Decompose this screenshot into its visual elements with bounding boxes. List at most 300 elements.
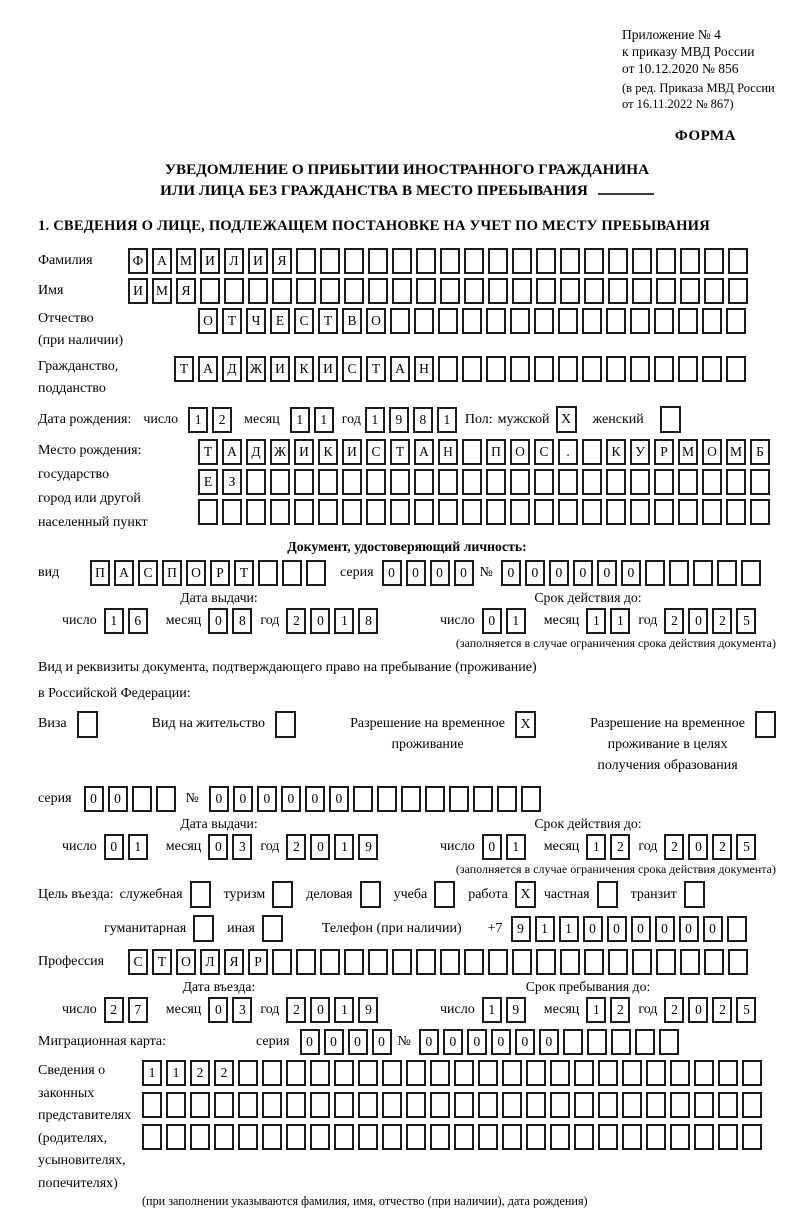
char-cell[interactable]: 1 <box>104 608 124 634</box>
char-cell[interactable] <box>574 1124 594 1150</box>
char-cell[interactable]: А <box>198 356 218 382</box>
char-cell[interactable] <box>726 356 746 382</box>
char-cell[interactable]: 1 <box>586 834 606 860</box>
char-cell[interactable] <box>584 949 604 975</box>
char-cell[interactable] <box>334 1092 354 1118</box>
char-cell[interactable] <box>464 949 484 975</box>
char-cell[interactable]: Ж <box>270 439 290 465</box>
char-cell[interactable]: Я <box>272 248 292 274</box>
char-cell[interactable]: 0 <box>310 997 330 1023</box>
char-cell[interactable]: 5 <box>736 997 756 1023</box>
char-cell[interactable]: 0 <box>688 834 708 860</box>
char-cell[interactable] <box>741 560 761 586</box>
char-cell[interactable]: И <box>270 356 290 382</box>
char-cell[interactable]: 0 <box>607 916 627 942</box>
char-cell[interactable] <box>488 949 508 975</box>
char-cell[interactable] <box>478 1060 498 1086</box>
char-cell[interactable]: С <box>294 308 314 334</box>
char-cell[interactable]: 1 <box>166 1060 186 1086</box>
char-cell[interactable] <box>654 499 674 525</box>
char-cell[interactable]: Т <box>174 356 194 382</box>
char-cell[interactable]: 0 <box>310 834 330 860</box>
char-cell[interactable] <box>248 278 268 304</box>
char-cell[interactable]: О <box>366 308 386 334</box>
char-cell[interactable]: 9 <box>389 407 409 433</box>
char-cell[interactable] <box>630 499 650 525</box>
char-cell[interactable]: 2 <box>712 834 732 860</box>
char-cell[interactable] <box>512 248 532 274</box>
char-cell[interactable] <box>502 1060 522 1086</box>
char-cell[interactable] <box>440 278 460 304</box>
char-cell[interactable] <box>563 1029 583 1055</box>
char-cell[interactable] <box>430 1124 450 1150</box>
char-cell[interactable] <box>702 499 722 525</box>
char-cell[interactable]: 2 <box>190 1060 210 1086</box>
char-cell[interactable] <box>258 560 278 586</box>
char-cell[interactable]: В <box>342 308 362 334</box>
char-cell[interactable] <box>296 949 316 975</box>
char-cell[interactable]: 0 <box>688 608 708 634</box>
char-cell[interactable] <box>645 560 665 586</box>
char-cell[interactable] <box>502 1124 522 1150</box>
char-cell[interactable]: Л <box>200 949 220 975</box>
purpose-work-checkbox[interactable]: X <box>515 881 536 908</box>
char-cell[interactable]: 8 <box>358 608 378 634</box>
char-cell[interactable]: 0 <box>482 608 502 634</box>
char-cell[interactable] <box>742 1124 762 1150</box>
char-cell[interactable]: 0 <box>655 916 675 942</box>
char-cell[interactable]: И <box>248 248 268 274</box>
char-cell[interactable] <box>454 1092 474 1118</box>
char-cell[interactable] <box>584 248 604 274</box>
char-cell[interactable] <box>382 1124 402 1150</box>
char-cell[interactable] <box>680 278 700 304</box>
char-cell[interactable] <box>440 949 460 975</box>
char-cell[interactable]: 1 <box>142 1060 162 1086</box>
char-cell[interactable] <box>726 499 746 525</box>
char-cell[interactable]: О <box>510 439 530 465</box>
char-cell[interactable] <box>678 499 698 525</box>
char-cell[interactable] <box>574 1092 594 1118</box>
char-cell[interactable]: Р <box>248 949 268 975</box>
char-cell[interactable] <box>630 356 650 382</box>
char-cell[interactable]: А <box>222 439 242 465</box>
char-cell[interactable] <box>282 560 302 586</box>
char-cell[interactable]: 0 <box>549 560 569 586</box>
char-cell[interactable] <box>416 949 436 975</box>
char-cell[interactable]: Ж <box>246 356 266 382</box>
char-cell[interactable] <box>142 1092 162 1118</box>
char-cell[interactable] <box>606 499 626 525</box>
char-cell[interactable]: 0 <box>443 1029 463 1055</box>
char-cell[interactable]: Е <box>198 469 218 495</box>
char-cell[interactable] <box>473 786 493 812</box>
char-cell[interactable]: 0 <box>310 608 330 634</box>
char-cell[interactable]: 0 <box>208 997 228 1023</box>
char-cell[interactable]: 5 <box>736 608 756 634</box>
char-cell[interactable] <box>390 469 410 495</box>
char-cell[interactable] <box>425 786 445 812</box>
char-cell[interactable]: О <box>702 439 722 465</box>
char-cell[interactable] <box>635 1029 655 1055</box>
char-cell[interactable]: 3 <box>232 834 252 860</box>
char-cell[interactable] <box>390 308 410 334</box>
char-cell[interactable] <box>550 1092 570 1118</box>
char-cell[interactable]: 2 <box>610 997 630 1023</box>
char-cell[interactable]: 2 <box>664 997 684 1023</box>
char-cell[interactable] <box>718 1092 738 1118</box>
char-cell[interactable] <box>534 308 554 334</box>
char-cell[interactable] <box>512 949 532 975</box>
char-cell[interactable] <box>536 278 556 304</box>
char-cell[interactable] <box>718 1060 738 1086</box>
char-cell[interactable] <box>142 1124 162 1150</box>
char-cell[interactable] <box>526 1124 546 1150</box>
char-cell[interactable] <box>262 1124 282 1150</box>
char-cell[interactable]: 0 <box>84 786 104 812</box>
char-cell[interactable]: 0 <box>515 1029 535 1055</box>
char-cell[interactable] <box>320 949 340 975</box>
char-cell[interactable]: 9 <box>358 997 378 1023</box>
char-cell[interactable] <box>606 469 626 495</box>
char-cell[interactable] <box>358 1092 378 1118</box>
char-cell[interactable]: 1 <box>314 407 334 433</box>
char-cell[interactable]: 5 <box>736 834 756 860</box>
char-cell[interactable]: 2 <box>286 997 306 1023</box>
char-cell[interactable]: Т <box>198 439 218 465</box>
char-cell[interactable] <box>342 469 362 495</box>
char-cell[interactable]: С <box>366 439 386 465</box>
char-cell[interactable]: П <box>486 439 506 465</box>
char-cell[interactable] <box>678 469 698 495</box>
char-cell[interactable]: 1 <box>334 997 354 1023</box>
char-cell[interactable] <box>608 248 628 274</box>
char-cell[interactable]: 0 <box>631 916 651 942</box>
char-cell[interactable]: И <box>342 439 362 465</box>
char-cell[interactable] <box>342 499 362 525</box>
char-cell[interactable]: 0 <box>324 1029 344 1055</box>
char-cell[interactable]: 0 <box>209 786 229 812</box>
char-cell[interactable] <box>406 1124 426 1150</box>
char-cell[interactable]: 0 <box>257 786 277 812</box>
char-cell[interactable]: С <box>138 560 158 586</box>
char-cell[interactable] <box>502 1092 522 1118</box>
char-cell[interactable] <box>224 278 244 304</box>
char-cell[interactable] <box>440 248 460 274</box>
char-cell[interactable] <box>693 560 713 586</box>
char-cell[interactable]: 1 <box>290 407 310 433</box>
char-cell[interactable] <box>654 308 674 334</box>
char-cell[interactable] <box>632 248 652 274</box>
char-cell[interactable]: 0 <box>104 834 124 860</box>
purpose-business-checkbox[interactable] <box>360 881 381 908</box>
char-cell[interactable]: 7 <box>128 997 148 1023</box>
char-cell[interactable]: Т <box>366 356 386 382</box>
char-cell[interactable] <box>246 469 266 495</box>
char-cell[interactable] <box>392 949 412 975</box>
char-cell[interactable] <box>406 1060 426 1086</box>
male-checkbox[interactable]: X <box>556 406 577 433</box>
char-cell[interactable]: 1 <box>334 608 354 634</box>
temp-residence-checkbox[interactable]: X <box>515 711 536 738</box>
char-cell[interactable] <box>750 499 770 525</box>
char-cell[interactable] <box>190 1092 210 1118</box>
char-cell[interactable]: 2 <box>712 997 732 1023</box>
char-cell[interactable]: Я <box>176 278 196 304</box>
char-cell[interactable]: 0 <box>597 560 617 586</box>
visa-checkbox[interactable] <box>77 711 98 738</box>
char-cell[interactable] <box>750 469 770 495</box>
char-cell[interactable] <box>406 1092 426 1118</box>
char-cell[interactable]: К <box>294 356 314 382</box>
char-cell[interactable] <box>334 1060 354 1086</box>
char-cell[interactable] <box>726 469 746 495</box>
char-cell[interactable] <box>368 949 388 975</box>
char-cell[interactable]: И <box>200 248 220 274</box>
char-cell[interactable] <box>510 499 530 525</box>
char-cell[interactable] <box>622 1060 642 1086</box>
char-cell[interactable] <box>438 356 458 382</box>
char-cell[interactable]: 2 <box>664 834 684 860</box>
char-cell[interactable] <box>654 356 674 382</box>
char-cell[interactable]: 8 <box>413 407 433 433</box>
char-cell[interactable]: 0 <box>454 560 474 586</box>
char-cell[interactable]: 0 <box>419 1029 439 1055</box>
char-cell[interactable] <box>416 278 436 304</box>
char-cell[interactable]: 0 <box>329 786 349 812</box>
char-cell[interactable] <box>272 949 292 975</box>
char-cell[interactable] <box>742 1060 762 1086</box>
char-cell[interactable]: 1 <box>482 997 502 1023</box>
char-cell[interactable] <box>238 1092 258 1118</box>
char-cell[interactable]: 0 <box>382 560 402 586</box>
char-cell[interactable]: 0 <box>573 560 593 586</box>
char-cell[interactable] <box>670 1060 690 1086</box>
purpose-humanitarian-checkbox[interactable] <box>193 915 214 942</box>
char-cell[interactable]: Т <box>390 439 410 465</box>
char-cell[interactable] <box>598 1124 618 1150</box>
char-cell[interactable] <box>497 786 517 812</box>
char-cell[interactable] <box>296 278 316 304</box>
char-cell[interactable]: 0 <box>621 560 641 586</box>
char-cell[interactable]: 0 <box>679 916 699 942</box>
purpose-transit-checkbox[interactable] <box>684 881 705 908</box>
char-cell[interactable] <box>670 1124 690 1150</box>
char-cell[interactable] <box>462 356 482 382</box>
char-cell[interactable] <box>598 1092 618 1118</box>
char-cell[interactable] <box>646 1124 666 1150</box>
char-cell[interactable] <box>702 356 722 382</box>
char-cell[interactable]: К <box>318 439 338 465</box>
char-cell[interactable] <box>630 469 650 495</box>
char-cell[interactable]: 8 <box>232 608 252 634</box>
char-cell[interactable] <box>582 308 602 334</box>
char-cell[interactable] <box>678 356 698 382</box>
char-cell[interactable] <box>606 308 626 334</box>
purpose-other-checkbox[interactable] <box>262 915 283 942</box>
char-cell[interactable] <box>678 308 698 334</box>
char-cell[interactable] <box>728 949 748 975</box>
char-cell[interactable] <box>156 786 176 812</box>
char-cell[interactable] <box>464 278 484 304</box>
char-cell[interactable] <box>366 499 386 525</box>
char-cell[interactable]: М <box>678 439 698 465</box>
char-cell[interactable] <box>368 278 388 304</box>
char-cell[interactable]: 1 <box>365 407 385 433</box>
char-cell[interactable] <box>449 786 469 812</box>
char-cell[interactable] <box>438 308 458 334</box>
char-cell[interactable]: Н <box>438 439 458 465</box>
char-cell[interactable] <box>717 560 737 586</box>
char-cell[interactable] <box>246 499 266 525</box>
char-cell[interactable] <box>582 469 602 495</box>
char-cell[interactable]: М <box>152 278 172 304</box>
char-cell[interactable] <box>414 469 434 495</box>
char-cell[interactable]: Л <box>224 248 244 274</box>
char-cell[interactable] <box>320 278 340 304</box>
char-cell[interactable] <box>646 1060 666 1086</box>
char-cell[interactable]: 0 <box>688 997 708 1023</box>
char-cell[interactable]: 1 <box>188 407 208 433</box>
char-cell[interactable]: 1 <box>437 407 457 433</box>
char-cell[interactable] <box>286 1124 306 1150</box>
char-cell[interactable]: 2 <box>286 834 306 860</box>
char-cell[interactable] <box>486 308 506 334</box>
char-cell[interactable]: С <box>342 356 362 382</box>
char-cell[interactable]: 1 <box>559 916 579 942</box>
char-cell[interactable]: 0 <box>539 1029 559 1055</box>
char-cell[interactable]: 9 <box>358 834 378 860</box>
char-cell[interactable] <box>488 278 508 304</box>
char-cell[interactable]: 0 <box>501 560 521 586</box>
char-cell[interactable]: 0 <box>300 1029 320 1055</box>
char-cell[interactable]: Т <box>222 308 242 334</box>
char-cell[interactable] <box>702 308 722 334</box>
char-cell[interactable]: О <box>198 308 218 334</box>
char-cell[interactable]: 2 <box>664 608 684 634</box>
char-cell[interactable] <box>270 499 290 525</box>
char-cell[interactable] <box>606 356 626 382</box>
char-cell[interactable]: 0 <box>208 608 228 634</box>
char-cell[interactable] <box>344 278 364 304</box>
char-cell[interactable] <box>694 1092 714 1118</box>
char-cell[interactable] <box>622 1092 642 1118</box>
char-cell[interactable] <box>286 1060 306 1086</box>
char-cell[interactable] <box>534 356 554 382</box>
char-cell[interactable] <box>438 499 458 525</box>
char-cell[interactable] <box>214 1092 234 1118</box>
char-cell[interactable] <box>262 1092 282 1118</box>
char-cell[interactable] <box>198 499 218 525</box>
char-cell[interactable] <box>318 499 338 525</box>
char-cell[interactable] <box>318 469 338 495</box>
char-cell[interactable]: 0 <box>430 560 450 586</box>
char-cell[interactable] <box>728 278 748 304</box>
char-cell[interactable]: 1 <box>506 608 526 634</box>
char-cell[interactable] <box>560 949 580 975</box>
char-cell[interactable]: 1 <box>586 608 606 634</box>
char-cell[interactable] <box>214 1124 234 1150</box>
char-cell[interactable] <box>392 248 412 274</box>
char-cell[interactable] <box>584 278 604 304</box>
char-cell[interactable] <box>704 278 724 304</box>
char-cell[interactable]: Т <box>234 560 254 586</box>
char-cell[interactable] <box>656 248 676 274</box>
char-cell[interactable] <box>166 1092 186 1118</box>
char-cell[interactable]: К <box>606 439 626 465</box>
char-cell[interactable] <box>742 1092 762 1118</box>
char-cell[interactable] <box>654 469 674 495</box>
char-cell[interactable] <box>728 248 748 274</box>
char-cell[interactable]: Н <box>414 356 434 382</box>
char-cell[interactable]: 0 <box>233 786 253 812</box>
char-cell[interactable] <box>694 1124 714 1150</box>
char-cell[interactable]: 2 <box>286 608 306 634</box>
char-cell[interactable]: А <box>390 356 410 382</box>
char-cell[interactable]: 0 <box>467 1029 487 1055</box>
char-cell[interactable] <box>582 356 602 382</box>
char-cell[interactable] <box>680 949 700 975</box>
char-cell[interactable]: 9 <box>506 997 526 1023</box>
char-cell[interactable] <box>272 278 292 304</box>
char-cell[interactable] <box>190 1124 210 1150</box>
char-cell[interactable]: 0 <box>305 786 325 812</box>
char-cell[interactable] <box>306 560 326 586</box>
char-cell[interactable] <box>270 469 290 495</box>
char-cell[interactable] <box>132 786 152 812</box>
char-cell[interactable] <box>486 469 506 495</box>
char-cell[interactable] <box>310 1124 330 1150</box>
char-cell[interactable]: 2 <box>214 1060 234 1086</box>
char-cell[interactable] <box>358 1124 378 1150</box>
char-cell[interactable] <box>656 949 676 975</box>
char-cell[interactable] <box>390 499 410 525</box>
char-cell[interactable]: П <box>90 560 110 586</box>
char-cell[interactable] <box>510 308 530 334</box>
char-cell[interactable]: Р <box>210 560 230 586</box>
char-cell[interactable] <box>462 499 482 525</box>
char-cell[interactable]: И <box>128 278 148 304</box>
char-cell[interactable] <box>718 1124 738 1150</box>
char-cell[interactable]: Д <box>222 356 242 382</box>
char-cell[interactable]: 2 <box>712 608 732 634</box>
char-cell[interactable] <box>726 308 746 334</box>
char-cell[interactable] <box>462 439 482 465</box>
char-cell[interactable] <box>454 1124 474 1150</box>
char-cell[interactable] <box>486 499 506 525</box>
char-cell[interactable]: Д <box>246 439 266 465</box>
char-cell[interactable]: 1 <box>586 997 606 1023</box>
char-cell[interactable]: 0 <box>406 560 426 586</box>
char-cell[interactable] <box>344 248 364 274</box>
char-cell[interactable] <box>510 469 530 495</box>
char-cell[interactable]: 0 <box>703 916 723 942</box>
char-cell[interactable]: 1 <box>334 834 354 860</box>
char-cell[interactable] <box>294 499 314 525</box>
char-cell[interactable] <box>510 356 530 382</box>
char-cell[interactable]: Я <box>224 949 244 975</box>
char-cell[interactable]: 2 <box>610 834 630 860</box>
char-cell[interactable]: 2 <box>212 407 232 433</box>
char-cell[interactable]: М <box>726 439 746 465</box>
char-cell[interactable]: 1 <box>535 916 555 942</box>
char-cell[interactable]: 3 <box>232 997 252 1023</box>
char-cell[interactable] <box>377 786 397 812</box>
char-cell[interactable] <box>670 1092 690 1118</box>
char-cell[interactable]: 0 <box>348 1029 368 1055</box>
char-cell[interactable] <box>574 1060 594 1086</box>
char-cell[interactable] <box>560 278 580 304</box>
